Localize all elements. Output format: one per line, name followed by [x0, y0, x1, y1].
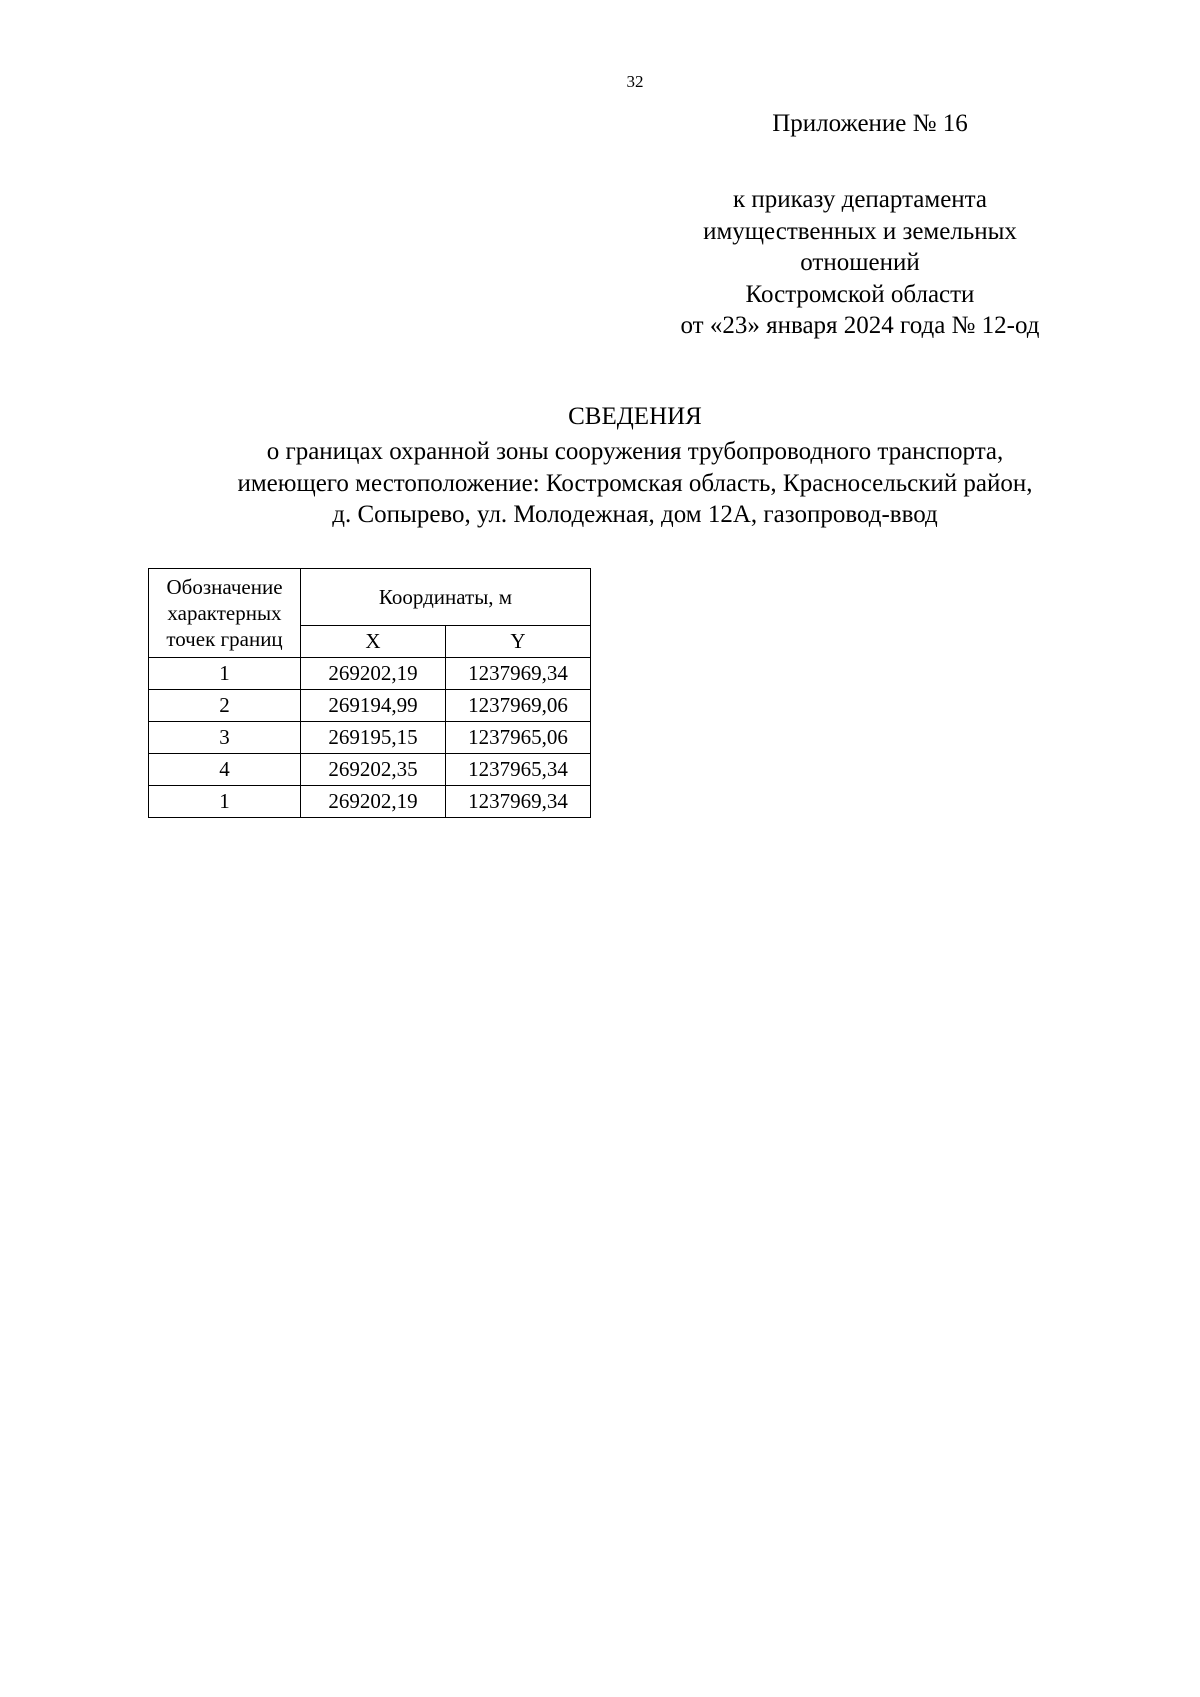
y-cell: 1237965,06	[446, 722, 591, 754]
point-designation-header	[149, 569, 301, 658]
table-row	[149, 754, 591, 786]
order-line: имущественных и земельных	[703, 217, 1017, 245]
document-subheading	[0, 436, 1200, 531]
subheading-line: о границах охранной зоны сооружения трубопроводного транспорта,	[266, 438, 1004, 465]
subheading-line: д. Сопырево, ул. Молодежная, дом 12А, газопровод-ввод	[332, 501, 938, 528]
table-row	[149, 658, 591, 690]
point-cell: 4	[149, 754, 301, 786]
coordinates-table	[148, 568, 591, 818]
page-number: 32	[626, 72, 644, 91]
y-header: Y	[446, 626, 591, 658]
point-cell: 1	[149, 786, 301, 818]
point-cell: 2	[149, 690, 301, 722]
table-header-row	[149, 569, 591, 626]
header-line: Обозначение	[166, 575, 283, 599]
header-line: точек границ	[166, 627, 283, 651]
x-cell: 269195,15	[301, 722, 446, 754]
order-line: Костромской области	[745, 280, 975, 308]
table-row	[149, 722, 591, 754]
order-reference	[640, 184, 1080, 342]
table-row	[149, 786, 591, 818]
y-cell: 1237965,34	[446, 754, 591, 786]
x-cell: 269202,19	[301, 786, 446, 818]
x-cell: 269202,35	[301, 754, 446, 786]
y-cell: 1237969,34	[446, 658, 591, 690]
y-cell: 1237969,34	[446, 786, 591, 818]
x-cell: 269202,19	[301, 658, 446, 690]
x-header: X	[301, 626, 446, 658]
order-line: к приказу департамента	[732, 186, 988, 213]
appendix-title: Приложение № 16	[772, 110, 968, 137]
point-cell: 3	[149, 722, 301, 754]
point-cell: 1	[149, 658, 301, 690]
header-line: характерных	[167, 601, 282, 625]
subheading-line: имеющего местоположение: Костромская область, Красносельский район,	[237, 469, 1033, 497]
coordinates-header: Координаты, м	[301, 569, 591, 626]
x-cell: 269194,99	[301, 690, 446, 722]
table-row	[149, 690, 591, 722]
order-line: от «23» января 2024 года № 12-од	[680, 312, 1040, 339]
document-heading: СВЕДЕНИЯ	[568, 403, 702, 430]
y-cell: 1237969,06	[446, 690, 591, 722]
order-line: отношений	[800, 249, 920, 276]
